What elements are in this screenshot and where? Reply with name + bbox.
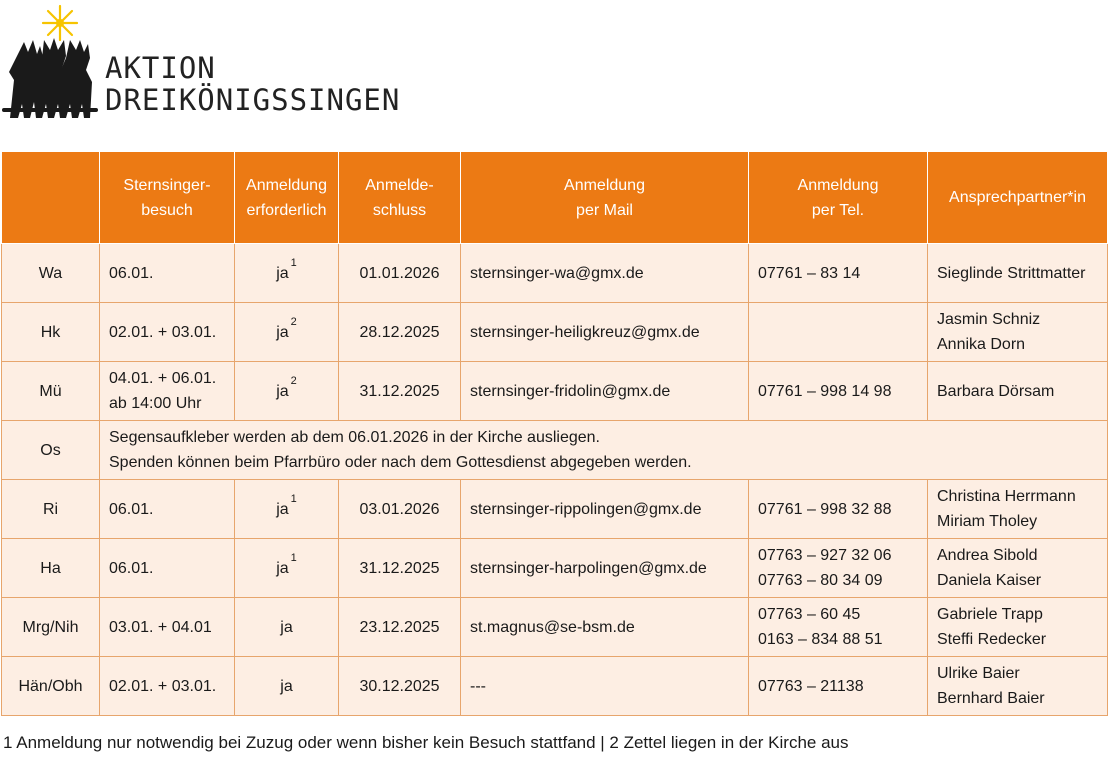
- registration-value: ja: [276, 264, 289, 282]
- deadline-cell: 23.12.2025: [339, 598, 461, 657]
- cell-line: Jasmin Schniz: [937, 311, 1041, 328]
- table-row: [2, 480, 1108, 539]
- phone-cell: [749, 539, 928, 598]
- contact-cell: [928, 480, 1108, 539]
- logo: [0, 0, 420, 130]
- location-cell: Wa: [2, 244, 100, 303]
- column-header-line: per Tel.: [811, 201, 865, 219]
- deadline-cell: 30.12.2025: [339, 657, 461, 716]
- visit-date-cell: [100, 598, 235, 657]
- column-header-line: Ansprechpartner*in: [949, 189, 1086, 206]
- registration-required-cell: [235, 657, 339, 716]
- deadline-cell: 03.01.2026: [339, 480, 461, 539]
- sternsinger-table: [1, 152, 1108, 716]
- logo-line-2: DREIKÖNIGSSINGEN: [105, 83, 401, 117]
- visit-date-cell: [100, 244, 235, 303]
- email-cell: sternsinger-rippolingen@gmx.de: [461, 480, 749, 539]
- email-cell: sternsinger-harpolingen@gmx.de: [461, 539, 749, 598]
- deadline-cell: 31.12.2025: [339, 362, 461, 421]
- cell-line: 04.01. + 06.01.: [109, 370, 217, 387]
- three-kings-icon: [0, 0, 110, 125]
- cell-line: 07761 – 998 32 88: [758, 500, 892, 518]
- column-header-line: schluss: [372, 201, 427, 219]
- email-cell: sternsinger-fridolin@gmx.de: [461, 362, 749, 421]
- registration-value: ja: [276, 500, 289, 518]
- registration-required-cell: [235, 539, 339, 598]
- location-cell: Os: [2, 421, 100, 480]
- column-header-line: Anmeldung: [797, 176, 879, 194]
- table-row: [2, 598, 1108, 657]
- cell-line: 02.01. + 03.01.: [109, 677, 217, 695]
- registration-required-cell: [235, 362, 339, 421]
- cell-line: 07763 – 80 34 09: [758, 572, 883, 589]
- registration-value: ja: [276, 382, 289, 400]
- star-icon: [43, 6, 77, 40]
- column-header-line: per Mail: [576, 201, 633, 219]
- footnote-marker: 1: [290, 492, 297, 505]
- phone-cell: [749, 657, 928, 716]
- cell-line: Andrea Sibold: [937, 547, 1038, 564]
- cell-line: Sieglinde Strittmatter: [937, 264, 1086, 282]
- registration-value: ja: [280, 677, 293, 695]
- column-header: [100, 152, 235, 244]
- location-cell: Mrg/Nih: [2, 598, 100, 657]
- phone-cell: [749, 244, 928, 303]
- cell-line: 07761 – 83 14: [758, 264, 861, 282]
- column-header-line: Anmeldung: [246, 176, 327, 194]
- column-header: [2, 152, 100, 244]
- cell-line: 02.01. + 03.01.: [109, 323, 217, 341]
- cell-line: 06.01.: [109, 500, 154, 518]
- cell-line: 06.01.: [109, 264, 154, 282]
- cell-line: 03.01. + 04.01: [109, 618, 212, 636]
- cell-line: Ulrike Baier: [937, 665, 1020, 682]
- cell-line: Gabriele Trapp: [937, 606, 1043, 623]
- table-header-row: [2, 152, 1108, 244]
- cell-line: 07763 – 21138: [758, 677, 864, 695]
- cell-line: 06.01.: [109, 559, 154, 577]
- registration-required-cell: [235, 598, 339, 657]
- table-row: [2, 362, 1108, 421]
- column-header-line: besuch: [141, 201, 193, 219]
- visit-date-cell: [100, 657, 235, 716]
- cell-line: Spenden können beim Pfarrbüro oder nach dem Gottesdienst abgegeben werden.: [109, 454, 692, 471]
- email-cell: st.magnus@se-bsm.de: [461, 598, 749, 657]
- column-header-line: Anmeldung: [564, 176, 645, 194]
- cell-line: Steffi Redecker: [937, 631, 1047, 648]
- notice-cell: [100, 421, 1108, 480]
- cell-line: Annika Dorn: [937, 336, 1026, 353]
- contact-cell: [928, 657, 1108, 716]
- visit-date-cell: [100, 539, 235, 598]
- contact-cell: [928, 244, 1108, 303]
- registration-value: ja: [280, 618, 293, 636]
- table-row: [2, 657, 1108, 716]
- registration-value: ja: [276, 323, 289, 341]
- location-cell: Ri: [2, 480, 100, 539]
- location-cell: Ha: [2, 539, 100, 598]
- footnote-marker: 2: [290, 374, 297, 387]
- footnote-marker: 2: [290, 315, 297, 328]
- visit-date-cell: [100, 480, 235, 539]
- phone-cell: [749, 362, 928, 421]
- footnote-marker: 1: [290, 256, 297, 269]
- cell-line: Miriam Tholey: [937, 513, 1038, 530]
- logo-line-1: AKTION: [105, 51, 216, 85]
- table-row: [2, 539, 1108, 598]
- logo-text: [105, 52, 400, 116]
- table-row: [2, 421, 1108, 480]
- cell-line: Barbara Dörsam: [937, 382, 1055, 400]
- contact-cell: [928, 539, 1108, 598]
- deadline-cell: 01.01.2026: [339, 244, 461, 303]
- email-cell: sternsinger-heiligkreuz@gmx.de: [461, 303, 749, 362]
- location-cell: Hän/Obh: [2, 657, 100, 716]
- registration-required-cell: [235, 480, 339, 539]
- deadline-cell: 28.12.2025: [339, 303, 461, 362]
- column-header-line: Anmelde-: [365, 176, 434, 194]
- column-header: [749, 152, 928, 244]
- contact-cell: [928, 362, 1108, 421]
- cell-line: Bernhard Baier: [937, 690, 1045, 707]
- phone-cell: [749, 480, 928, 539]
- phone-cell: [749, 303, 928, 362]
- contact-cell: [928, 303, 1108, 362]
- cell-line: 0163 – 834 88 51: [758, 631, 883, 648]
- column-header-line: erforderlich: [246, 201, 327, 219]
- location-cell: Mü: [2, 362, 100, 421]
- phone-cell: [749, 598, 928, 657]
- location-cell: Hk: [2, 303, 100, 362]
- footnotes: 1 Anmeldung nur notwendig bei Zuzug oder wenn bisher kein Besuch stattfand | 2 Zettel liegen in der Kirche aus: [3, 733, 849, 752]
- cell-line: Segensaufkleber werden ab dem 06.01.2026 in der Kirche ausliegen.: [109, 429, 600, 446]
- cell-line: 07761 – 998 14 98: [758, 382, 892, 400]
- column-header: [928, 152, 1108, 244]
- visit-date-cell: [100, 362, 235, 421]
- table-row: [2, 303, 1108, 362]
- column-header: [235, 152, 339, 244]
- email-cell: sternsinger-wa@gmx.de: [461, 244, 749, 303]
- cell-line: 07763 – 60 45: [758, 606, 861, 623]
- column-header: [339, 152, 461, 244]
- footnote-marker: 1: [290, 551, 297, 564]
- registration-required-cell: [235, 303, 339, 362]
- column-header-line: Sternsinger-: [123, 176, 211, 194]
- registration-required-cell: [235, 244, 339, 303]
- table-row: [2, 244, 1108, 303]
- contact-cell: [928, 598, 1108, 657]
- cell-line: Daniela Kaiser: [937, 572, 1042, 589]
- cell-line: Christina Herrmann: [937, 488, 1076, 505]
- registration-value: ja: [276, 559, 289, 577]
- email-cell: ---: [461, 657, 749, 716]
- cell-line: ab 14:00 Uhr: [109, 395, 202, 412]
- column-header: [461, 152, 749, 244]
- deadline-cell: 31.12.2025: [339, 539, 461, 598]
- visit-date-cell: [100, 303, 235, 362]
- cell-line: 07763 – 927 32 06: [758, 547, 892, 564]
